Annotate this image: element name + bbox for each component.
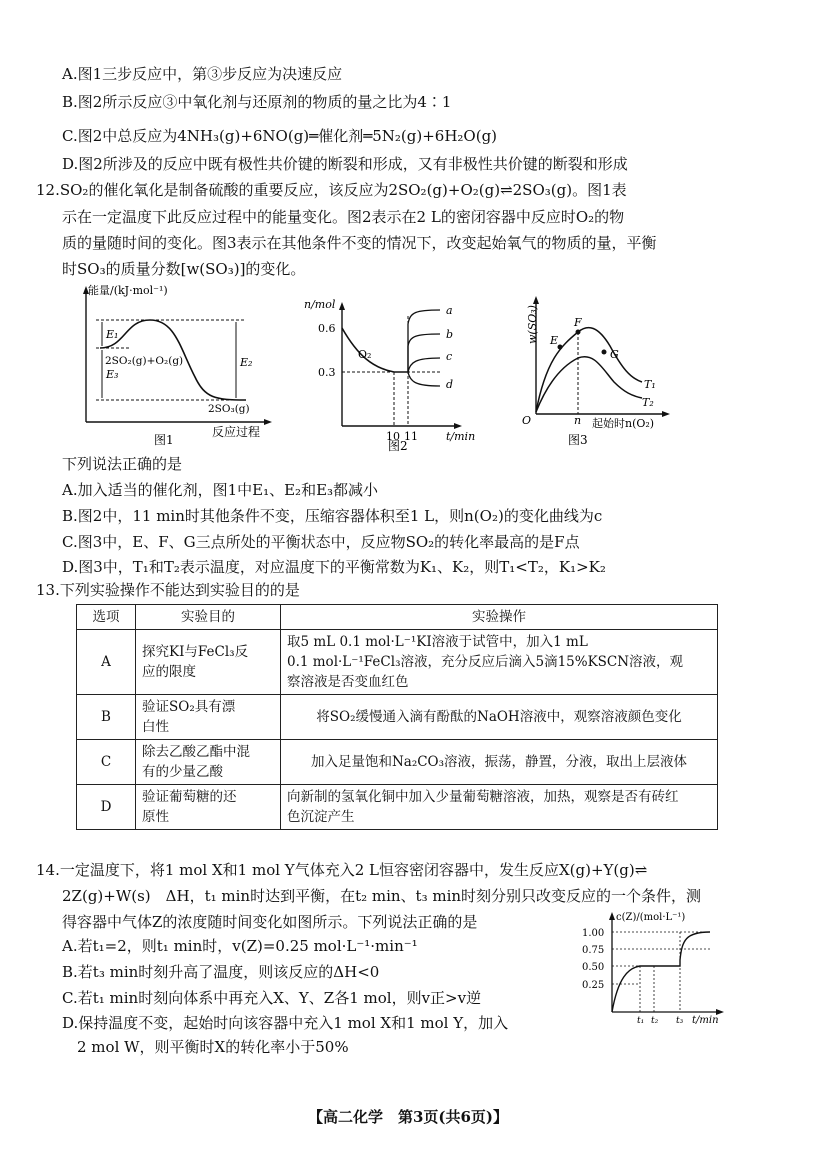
q14-option-b: B.若t₃ min时刻升高了温度，则该反应的ΔH<0 <box>62 963 380 981</box>
q12-stem-line: 质的量随时间的变化。图3表示在其他条件不变的情况下，改变起始氧气的物质的量，平衡 <box>62 234 657 252</box>
fig2-ylabel: n/mol <box>304 298 336 311</box>
q11-option-b: B.图2所示反应③中氧化剂与还原剂的物质的量之比为4∶1 <box>62 93 452 111</box>
q12-stem-line: 时SO₃的质量分数[w(SO₃)]的变化。 <box>62 260 306 278</box>
q14-option-d-continued: 2 mol W，则平衡时X的转化率小于50% <box>62 1038 349 1056</box>
table-cell-option: B <box>77 695 136 740</box>
q14-stem-line: 2Z(g)+W(s) ΔH，t₁ min时达到平衡，在t₂ min、t₃ min时刻分别只改变反应的一个条件，测 <box>62 887 702 905</box>
fig2-caption: 图2 <box>388 439 408 452</box>
q12-option-a: A.加入适当的催化剂，图1中E₁、E₂和E₃都减小 <box>62 481 379 499</box>
table-cell-purpose <box>136 695 281 740</box>
cell-line: 验证SO₂具有漂 <box>142 699 236 715</box>
cell-line: 色沉淀产生 <box>287 809 355 825</box>
q12-option-c: C.图3中，E、F、G三点所处的平衡状态中，反应物SO₂的转化率最高的是F点 <box>62 533 580 551</box>
fig3-xtick-n: n <box>574 414 582 427</box>
fig3-origin: O <box>522 414 532 427</box>
q14-ytick: 0.50 <box>582 962 605 973</box>
table-row <box>77 785 718 830</box>
table-cell-operation <box>281 695 718 740</box>
page-footer: 【高二化学 第3页(共6页)】 <box>307 1108 509 1126</box>
q14-ytick: 1.00 <box>582 928 605 939</box>
table-cell-operation <box>281 785 718 830</box>
q14-concentration-graph <box>580 908 730 1026</box>
q11-option-a: A.图1三步反应中，第③步反应为决速反应 <box>62 65 343 83</box>
cell-line: 加入足量饱和Na₂CO₃溶液，振荡，静置，分液，取出上层液体 <box>310 754 688 770</box>
q14-ytick: 0.75 <box>582 945 605 956</box>
fig3-curve-t1: T₁ <box>644 378 656 391</box>
q12-prompt: 下列说法正确的是 <box>62 455 183 473</box>
cell-line: 探究KI与FeCl₃反 <box>142 644 249 660</box>
fig2-o2-label: O₂ <box>358 348 372 361</box>
q11-option-d: D.图2所涉及的反应中既有极性共价键的断裂和形成，又有非极性共价键的断裂和形成 <box>62 155 628 173</box>
fig2-branch-d: d <box>446 378 454 391</box>
q12-option-d: D.图3中，T₁和T₂表示温度，对应温度下的平衡常数为K₁、K₂，则T₁<T₂，K₁>K₂ <box>62 558 606 576</box>
q14-option-d: D.保持温度不变，起始时向该容器中充入1 mol X和1 mol Y，加入 <box>62 1014 509 1032</box>
q12-stem-line: 示在一定温度下此反应过程中的能量变化。图2表示在2 L的密闭容器中反应时O₂的物 <box>62 208 625 226</box>
fig2-ytick-high: 0.6 <box>318 322 336 335</box>
figure-3-wso3-vs-no2 <box>506 290 686 454</box>
table-header: 实验目的 <box>136 605 281 630</box>
cell-line: 将SO₂缓慢通入滴有酚酞的NaOH溶液中，观察溶液颜色变化 <box>316 709 682 725</box>
q13-stem: 13.下列实验操作不能达到实验目的的是 <box>36 581 300 599</box>
fig1-reactants-label: 2SO₂(g)+O₂(g) <box>105 355 184 367</box>
table-row <box>77 740 718 785</box>
q11-option-c: C.图2中总反应为4NH₃(g)+6NO(g)═催化剂═5N₂(g)+6H₂O(g) <box>62 127 498 145</box>
fig3-ylabel: w(SO₃) <box>526 305 539 344</box>
fig2-ytick-low: 0.3 <box>318 366 336 379</box>
fig2-xtick-10: 10 <box>386 430 400 443</box>
table-cell-purpose <box>136 630 281 695</box>
table-cell-operation <box>281 630 718 695</box>
fig3-xlabel: 起始时n(O₂) <box>592 417 655 430</box>
fig2-branch-b: b <box>446 328 454 341</box>
table-cell-option: C <box>77 740 136 785</box>
q14-stem-line: 14.一定温度下，将1 mol X和1 mol Y气体充入2 L恒容密闭容器中，发生反应X(g)+Y(g)⇌ <box>36 861 648 879</box>
fig1-e1-label: E₁ <box>106 328 119 341</box>
q14-option-a: A.若t₁=2，则t₁ min时，v(Z)=0.25 mol·L⁻¹·min⁻¹ <box>62 937 418 955</box>
table-cell-operation <box>281 740 718 785</box>
table-header-row <box>77 605 718 630</box>
q13-table <box>76 604 718 830</box>
fig1-e2-label: E₂ <box>240 356 253 369</box>
table-cell-purpose <box>136 785 281 830</box>
q14-xtick: t₂ <box>651 1016 659 1026</box>
fig2-xlabel: t/min <box>446 430 476 443</box>
fig1-caption: 图1 <box>154 433 174 447</box>
fig1-ylabel: 能量/(kJ·mol⁻¹) <box>88 284 168 297</box>
cell-line: 取5 mL 0.1 mol·L⁻¹KI溶液于试管中，加入1 mL <box>287 634 588 650</box>
fig3-point-f: F <box>574 316 582 329</box>
table-cell-option: D <box>77 785 136 830</box>
cell-line: 除去乙酸乙酯中混 <box>142 744 250 760</box>
fig3-point-g: G <box>610 348 619 361</box>
q14-xtick: t₃ <box>676 1016 684 1026</box>
table-cell-option: A <box>77 630 136 695</box>
fig3-curve-t2: T₂ <box>642 396 654 409</box>
cell-line: 白性 <box>142 719 169 735</box>
q14-graph-xlabel: t/min <box>692 1015 719 1026</box>
figure-2-moles-vs-time <box>298 296 488 452</box>
fig2-branch-c: c <box>446 350 453 363</box>
fig1-xlabel: 反应过程 <box>212 425 261 439</box>
table-cell-purpose <box>136 740 281 785</box>
fig2-xtick-11: 11 <box>404 430 418 443</box>
cell-line: 原性 <box>142 809 169 825</box>
fig1-product-label: 2SO₃(g) <box>208 403 250 415</box>
q14-ytick: 0.25 <box>582 980 605 991</box>
figure-1-energy-diagram <box>70 282 280 452</box>
q12-stem-line: 12.SO₂的催化氧化是制备硫酸的重要反应，该反应为2SO₂(g)+O₂(g)⇌2SO₃(g)。图1表 <box>36 181 627 199</box>
table-row <box>77 695 718 740</box>
table-header: 选项 <box>77 605 136 630</box>
fig3-caption: 图3 <box>568 433 588 447</box>
q14-stem-line: 得容器中气体Z的浓度随时间变化如图所示。下列说法正确的是 <box>62 913 478 931</box>
q12-option-b: B.图2中，11 min时其他条件不变，压缩容器体积至1 L，则n(O₂)的变化曲线为c <box>62 507 603 525</box>
cell-line: 0.1 mol·L⁻¹FeCl₃溶液，充分反应后滴入5滴15%KSCN溶液，观 <box>287 654 684 670</box>
q14-xtick: t₁ <box>637 1016 645 1026</box>
fig2-branch-a: a <box>446 304 453 317</box>
cell-line: 向新制的氢氧化铜中加入少量葡萄糖溶液，加热，观察是否有砖红 <box>287 789 679 805</box>
table-header: 实验操作 <box>281 605 718 630</box>
q14-option-c: C.若t₁ min时刻向体系中再充入X、Y、Z各1 mol，则v正>v逆 <box>62 989 482 1007</box>
cell-line: 有的少量乙酸 <box>142 764 223 780</box>
cell-line: 验证葡萄糖的还 <box>142 789 237 805</box>
cell-line: 察溶液是否变血红色 <box>287 674 409 690</box>
fig1-e3-label: E₃ <box>106 368 119 381</box>
cell-line: 应的限度 <box>142 664 196 680</box>
fig3-point-e: E <box>550 334 559 347</box>
q14-graph-ylabel: c(Z)/(mol·L⁻¹) <box>616 912 686 923</box>
table-row <box>77 630 718 695</box>
